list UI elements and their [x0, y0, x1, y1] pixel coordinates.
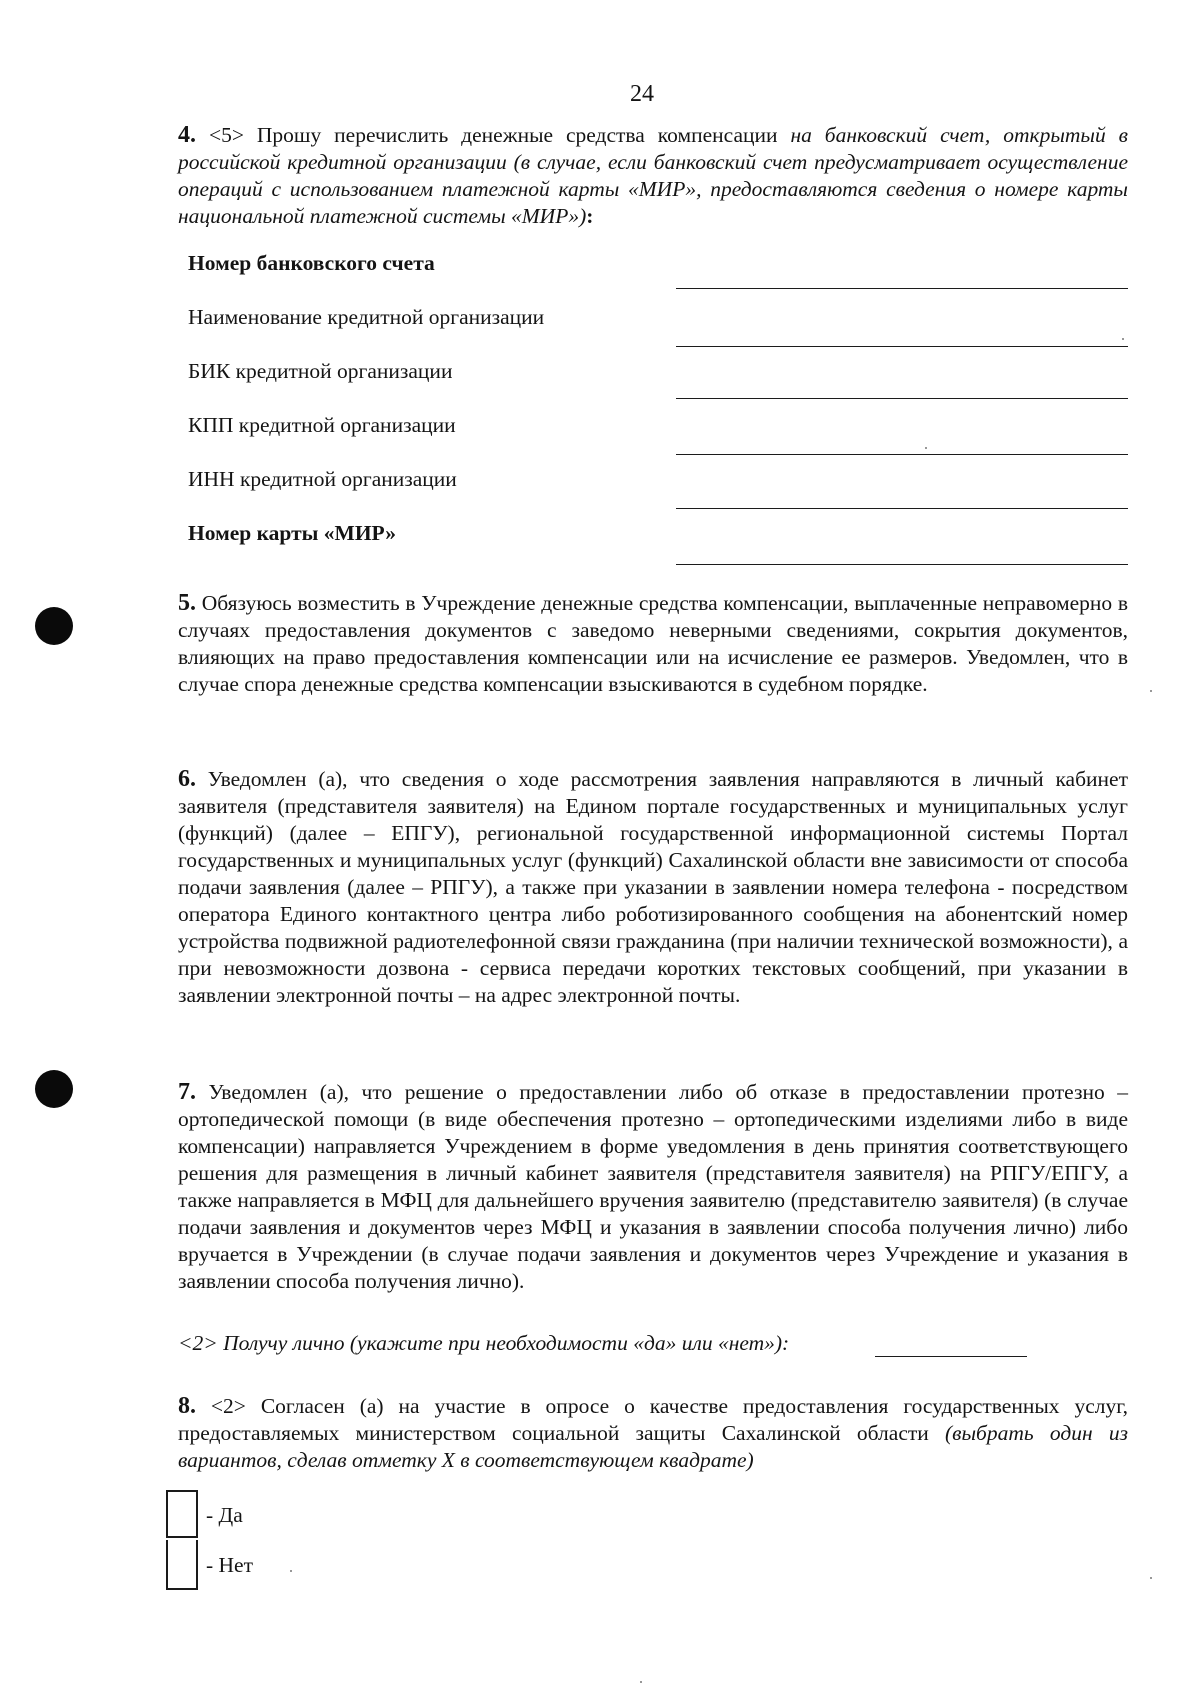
section-4-paragraph: [178, 122, 1128, 230]
section-6-number: 6.: [178, 766, 196, 792]
section-4-number: 4.: [178, 122, 196, 148]
survey-consent-options: [166, 1490, 386, 1590]
section-7-text: Уведомлен (а), что решение о предоставлении либо об отказе в предоставлении протезно – ортопедической помощи (в виде обеспечения протезно – ортопедическими изделиями либо в виде компенсации) направляется Учреждением в форме уведомления в день принятия соответствующего решения для размещения в личный кабинет заявителя (представителя заявителя) на РПГУ/ЕПГУ, а также направляется в МФЦ для дальнейшего вручения заявителю (представителю заявителя) (в случае подачи заявления и документов через МФЦ и указания в заявлении способа получения лично) либо вручается в Учреждении (в случае подачи заявления и документов через Учреждение и указания в заявлении способа получения лично).: [178, 1080, 1128, 1293]
field-inn: [188, 466, 1128, 514]
field-input-line[interactable]: [676, 454, 1128, 455]
checkbox-no[interactable]: [166, 1540, 198, 1590]
checkbox-yes[interactable]: [166, 1490, 198, 1538]
field-input-line[interactable]: [676, 398, 1128, 399]
field-mir-card: [188, 520, 1128, 568]
scan-speck: [1150, 1577, 1152, 1579]
field-label: БИК кредитной организации: [188, 359, 453, 383]
receive-in-person-question: <2> Получу лично (укажите при необходимости «да» или «нет»):: [178, 1331, 790, 1355]
option-no-label: - Нет: [206, 1553, 253, 1577]
section-5-text: Обязуюсь возместить в Учреждение денежные средства компенсации, выплаченные неправомерно в случаях предоставления документов с заведомо неверными сведениями, сокрытия документов, влияющих на право предоставления компенсации или на исчисление ее размеров. Уведомлен, что в случае спора денежные средства компенсации взыскиваются в судебном порядке.: [178, 591, 1128, 696]
page-number: 24: [630, 81, 654, 107]
option-no: [166, 1540, 386, 1590]
section-6-text: Уведомлен (а), что сведения о ходе рассмотрения заявления направляются в личный кабинет заявителя (представителя заявителя) на Едином портале государственных и муниципальных услуг (функций) (далее – ЕПГУ), региональной государственной информационной системы Портал государственных и муниципальных услуг (функций) Сахалинской области вне зависимости от способа подачи заявления (далее – РПГУ), а также при указании в заявлении номера телефона - посредством оператора Единого контактного центра либо роботизированного сообщения на абонентский номер устройства подвижной радиотелефонной связи гражданина (при наличии технической возможности), а при невозможности дозвона - сервиса передачи коротких текстовых сообщений, при указании в заявлении электронной почты – на адрес электронной почты.: [178, 767, 1128, 1007]
section-5-paragraph: [178, 590, 1128, 698]
section-4-italic: на банковский счет, открытый в российской кредитной организации (в случае, если банковский счет предусматривает осуществление операций с использованием платежной карты «МИР», предоставляются сведения о номере карты национальной платежной системы «МИР»): [178, 123, 1128, 228]
field-label: ИНН кредитной организации: [188, 467, 457, 491]
section-7-number: 7.: [178, 1079, 196, 1105]
section-7-paragraph: [178, 1079, 1128, 1295]
scan-speck: [640, 1681, 642, 1683]
section-8-paragraph: [178, 1393, 1128, 1474]
field-input-line[interactable]: [676, 508, 1128, 509]
punch-hole: [35, 607, 73, 645]
field-label: Наименование кредитной организации: [188, 305, 545, 329]
punch-hole: [35, 1070, 73, 1108]
field-bik: [188, 358, 1128, 406]
field-label: Номер карты «МИР»: [188, 521, 396, 545]
section-8-text: <2> Согласен (а) на участие в опросе о качестве предоставления государственных услуг, предоставляемых министерством социальной защиты Сахалинской области: [178, 1394, 1128, 1445]
section-8-number: 8.: [178, 1393, 196, 1419]
field-input-line[interactable]: [676, 564, 1128, 565]
field-bank-name: [188, 304, 1128, 352]
field-input-line[interactable]: [676, 346, 1128, 347]
field-bank-account: [188, 250, 1128, 298]
section-7-question: [178, 1330, 878, 1357]
scan-speck: [925, 447, 927, 449]
section-6-paragraph: [178, 766, 1128, 1009]
section-4-lead: <5> Прошу перечислить денежные средства компенсации: [196, 123, 791, 147]
scan-speck: [290, 1570, 292, 1572]
scan-speck: [1150, 690, 1152, 692]
field-kpp: [188, 412, 1128, 460]
field-label: Номер банковского счета: [188, 251, 435, 275]
section-4-tail: :: [586, 204, 594, 228]
scan-speck: [1122, 338, 1124, 340]
field-label: КПП кредитной организации: [188, 413, 456, 437]
field-input-line[interactable]: [676, 288, 1128, 289]
section-5-number: 5.: [178, 590, 196, 616]
section-8-italic: (выбрать один из вариантов, сделав отметку Х в соответствующем квадрате): [178, 1421, 1128, 1472]
option-yes-label: - Да: [206, 1503, 243, 1527]
option-yes: [166, 1490, 386, 1540]
receive-in-person-answer-line[interactable]: [875, 1356, 1027, 1357]
